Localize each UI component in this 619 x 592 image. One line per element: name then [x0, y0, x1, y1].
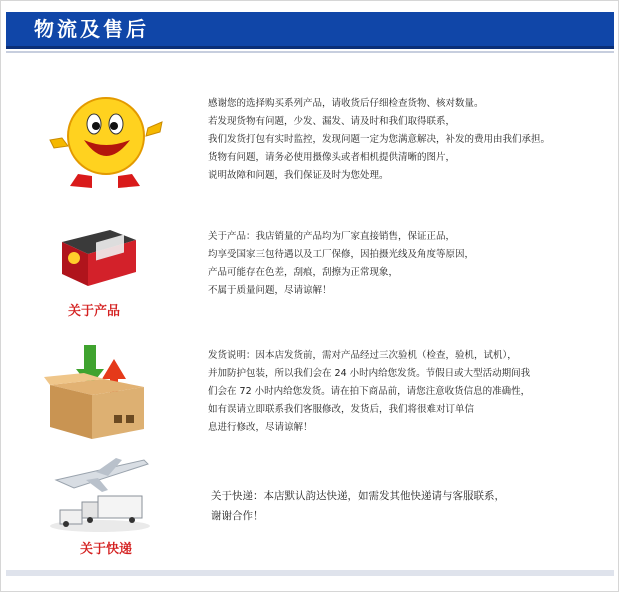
- shipping-box-arrows-icon: [44, 339, 154, 441]
- text-line: 并加防护包装，所以我们会在 24 小时内给您发货。节假日或大型活动期间我: [208, 368, 531, 379]
- text-line: 息进行修改，尽请谅解！: [208, 422, 313, 433]
- text-line: 若发现货物有问题，少发、漏发、请及时和我们取得联系，: [208, 116, 456, 127]
- text-line: 说明故障和问题，我们保证及时为您处理。: [208, 170, 389, 181]
- footer-divider: [6, 570, 614, 576]
- text-line: 如有误请立即联系我们客服修改，发货后，我们将很难对订单信: [208, 404, 475, 415]
- product-box-icon: [56, 224, 140, 288]
- section-shipping: [0, 335, 619, 445]
- thanks-text: [208, 95, 550, 185]
- header-divider: [6, 51, 614, 53]
- plane-truck-icon: [46, 452, 156, 536]
- text-line: 产品可能存在色差，刮痕，刮擦为正常现象，: [208, 267, 399, 278]
- text-line: 我们发货打包有实时监控，发现问题一定为您满意解决，补发的费用由我们承担。: [208, 134, 551, 145]
- text-line: 感谢您的选择购买系列产品，请收货后仔细检查货物、核对数量。: [208, 98, 484, 109]
- product-text: [208, 228, 474, 300]
- text-line: 谢谢合作！: [211, 510, 264, 522]
- section-product: [0, 220, 619, 330]
- text-line: 关于快递：本店默认韵达快递，如需发其他快递请与客服联系，: [211, 490, 505, 502]
- express-caption: 关于快递: [80, 542, 133, 557]
- text-line: 均享受国家三包待遇以及工厂保修，因拍摄光线及角度等原因，: [208, 249, 475, 260]
- shipping-text: [208, 347, 530, 437]
- page-title: 物流及售后: [34, 17, 149, 41]
- smiley-mascot-icon: [48, 88, 164, 196]
- header-bar: [6, 12, 614, 49]
- text-line: 发货说明：因本店发货前，需对产品经过三次验机（检查，验机，试机），: [208, 350, 517, 361]
- section-thanks: [0, 80, 619, 200]
- express-text: [211, 486, 505, 526]
- text-line: 不属于质量问题，尽请谅解！: [208, 285, 332, 296]
- section-express: [0, 452, 619, 564]
- text-line: 货物有问题，请务必使用摄像头或者相机提供清晰的图片，: [208, 152, 456, 163]
- text-line: 关于产品：我店销量的产品均为厂家直接销售，保证正品，: [208, 231, 456, 242]
- text-line: 们会在 72 小时内给您发货。请在拍下商品前，请您注意收货信息的准确性，: [208, 386, 531, 397]
- product-caption: 关于产品: [68, 304, 121, 319]
